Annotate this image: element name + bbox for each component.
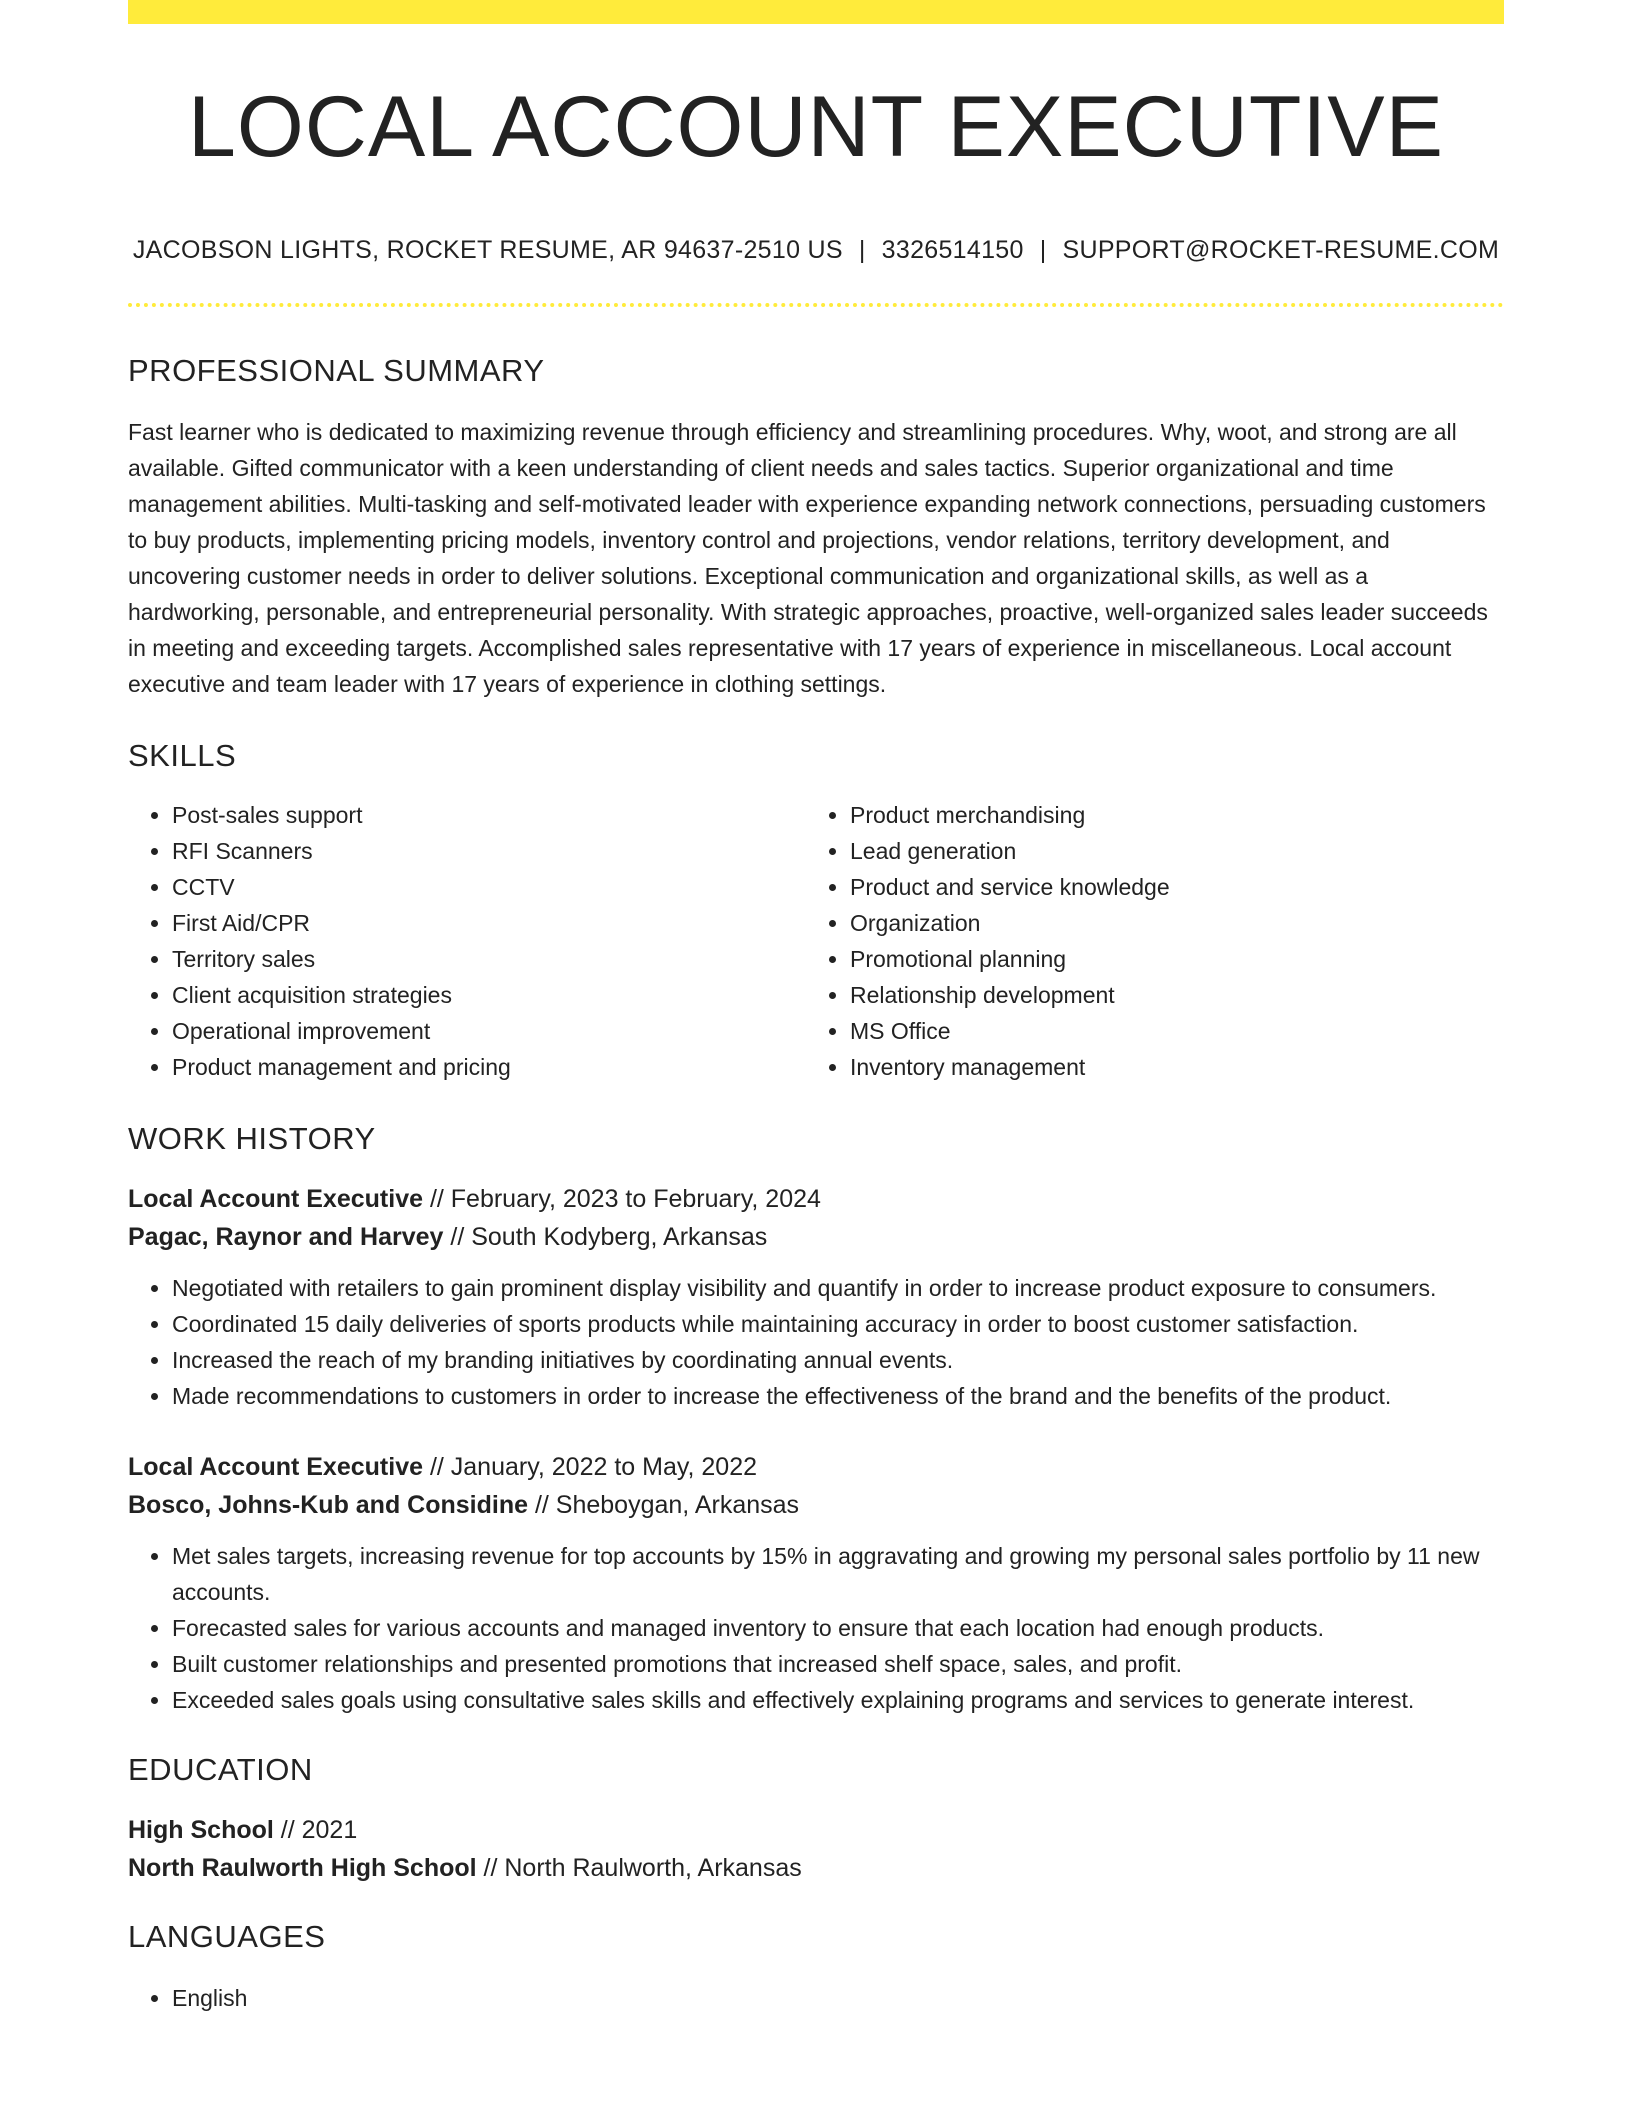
job-bullet: • Built customer relationships and presented promotions that increased shelf space, sales, and profit. — [172, 1646, 1504, 1682]
skills-grid — [128, 797, 1504, 1085]
skill-item: • Operational improvement — [172, 1013, 806, 1049]
contact-phone: 3326514150 — [881, 236, 1024, 264]
skill-item: • Post-sales support — [172, 797, 806, 833]
education-location: // North Raulworth, Arkansas — [476, 1854, 802, 1882]
job-company-line — [128, 1218, 1504, 1256]
work-history-heading: WORK HISTORY — [128, 1121, 376, 1156]
education-degree: High School — [128, 1816, 274, 1844]
job-bullet: • Coordinated 15 daily deliveries of sports products while maintaining accuracy in order to boost customer satisfaction. — [172, 1306, 1504, 1342]
skill-item: • Organization — [850, 905, 1484, 941]
skill-item: • First Aid/CPR — [172, 905, 806, 941]
skill-item: • Client acquisition strategies — [172, 977, 806, 1013]
education-year: // 2021 — [273, 1816, 358, 1844]
job-bullets — [128, 1270, 1504, 1414]
skill-item: • Territory sales — [172, 941, 806, 977]
job-bullet: • Made recommendations to customers in order to increase the effectiveness of the brand and the benefits of the product. — [172, 1378, 1504, 1414]
dotted-divider — [128, 303, 1504, 307]
job-bullet: • Exceeded sales goals using consultative sales skills and effectively explaining programs and services to generate interest. — [172, 1682, 1504, 1718]
education-heading: EDUCATION — [128, 1752, 313, 1787]
languages-heading: LANGUAGES — [128, 1919, 326, 1954]
language-item: • English — [172, 1980, 1504, 2016]
job-dates: // February, 2023 to February, 2024 — [423, 1185, 821, 1213]
skills-list-left — [128, 797, 806, 1085]
contact-line — [128, 236, 1504, 265]
contact-separator: | — [1039, 236, 1047, 264]
job-title: Local Account Executive — [128, 1453, 423, 1481]
skill-item: • Product merchandising — [850, 797, 1484, 833]
skill-item: • Inventory management — [850, 1049, 1484, 1085]
job-entry — [128, 1180, 1504, 1414]
skill-item: • Promotional planning — [850, 941, 1484, 977]
education-school: North Raulworth High School — [128, 1854, 477, 1882]
job-bullets — [128, 1538, 1504, 1718]
skill-item: • Product and service knowledge — [850, 869, 1484, 905]
job-entry — [128, 1448, 1504, 1718]
job-bullet: • Forecasted sales for various accounts and managed inventory to ensure that each location had enough products. — [172, 1610, 1504, 1646]
job-location: // Sheboygan, Arkansas — [528, 1491, 800, 1519]
job-company: Pagac, Raynor and Harvey — [128, 1223, 444, 1251]
job-title: Local Account Executive — [128, 1185, 423, 1213]
skills-list-right — [806, 797, 1484, 1085]
contact-email: SUPPORT@ROCKET-RESUME.COM — [1062, 236, 1500, 264]
job-title-line — [128, 1448, 1504, 1486]
skill-item: • Product management and pricing — [172, 1049, 806, 1085]
job-bullet: • Increased the reach of my branding initiatives by coordinating annual events. — [172, 1342, 1504, 1378]
skill-item: • CCTV — [172, 869, 806, 905]
job-title-line — [128, 1180, 1504, 1218]
skill-item: • Lead generation — [850, 833, 1484, 869]
accent-top-bar — [128, 0, 1504, 24]
job-dates: // January, 2022 to May, 2022 — [423, 1453, 757, 1481]
job-bullet: • Met sales targets, increasing revenue for top accounts by 15% in aggravating and growing my personal sales portfolio by 11 new accounts. — [172, 1538, 1504, 1610]
job-location: // South Kodyberg, Arkansas — [443, 1223, 768, 1251]
summary-text: Fast learner who is dedicated to maximizing revenue through efficiency and streamlining procedures. Why, woot, and strong are all available. Gifted communicator with a keen understanding of client needs and sales tactics. Superior organizational and time management abilities. Multi-tasking and self-motivated leader with experience expanding network connections, persuading customers to buy products, implementing pricing models, inventory control and projections, vendor relations, territory development, and uncovering customer needs in order to deliver solutions. Exceptional communication and organizational skills, as well as a hardworking, personable, and entrepreneurial personality. With strategic approaches, proactive, well-organized sales leader succeeds in meeting and exceeding targets. Accomplished sales representative with 17 years of experience in miscellaneous. Local account executive and team leader with 17 years of experience in clothing settings. — [128, 419, 1488, 697]
resume-page — [128, 0, 1504, 2016]
contact-separator: | — [858, 236, 866, 264]
resume-title: LOCAL ACCOUNT EXECUTIVE — [188, 79, 1444, 175]
education-school-line — [128, 1849, 1504, 1887]
summary-heading: PROFESSIONAL SUMMARY — [128, 353, 545, 388]
skill-item: • RFI Scanners — [172, 833, 806, 869]
skill-item: • Relationship development — [850, 977, 1484, 1013]
job-company-line — [128, 1486, 1504, 1524]
skills-heading: SKILLS — [128, 738, 237, 773]
education-entry — [128, 1811, 1504, 1887]
education-degree-line — [128, 1811, 1504, 1849]
skill-item: • MS Office — [850, 1013, 1484, 1049]
job-bullet: • Negotiated with retailers to gain prominent display visibility and quantify in order to increase product exposure to consumers. — [172, 1270, 1504, 1306]
contact-address: JACOBSON LIGHTS, ROCKET RESUME, AR 94637-2510 US — [132, 236, 843, 264]
job-company: Bosco, Johns-Kub and Considine — [128, 1491, 529, 1519]
languages-list — [128, 1980, 1504, 2016]
